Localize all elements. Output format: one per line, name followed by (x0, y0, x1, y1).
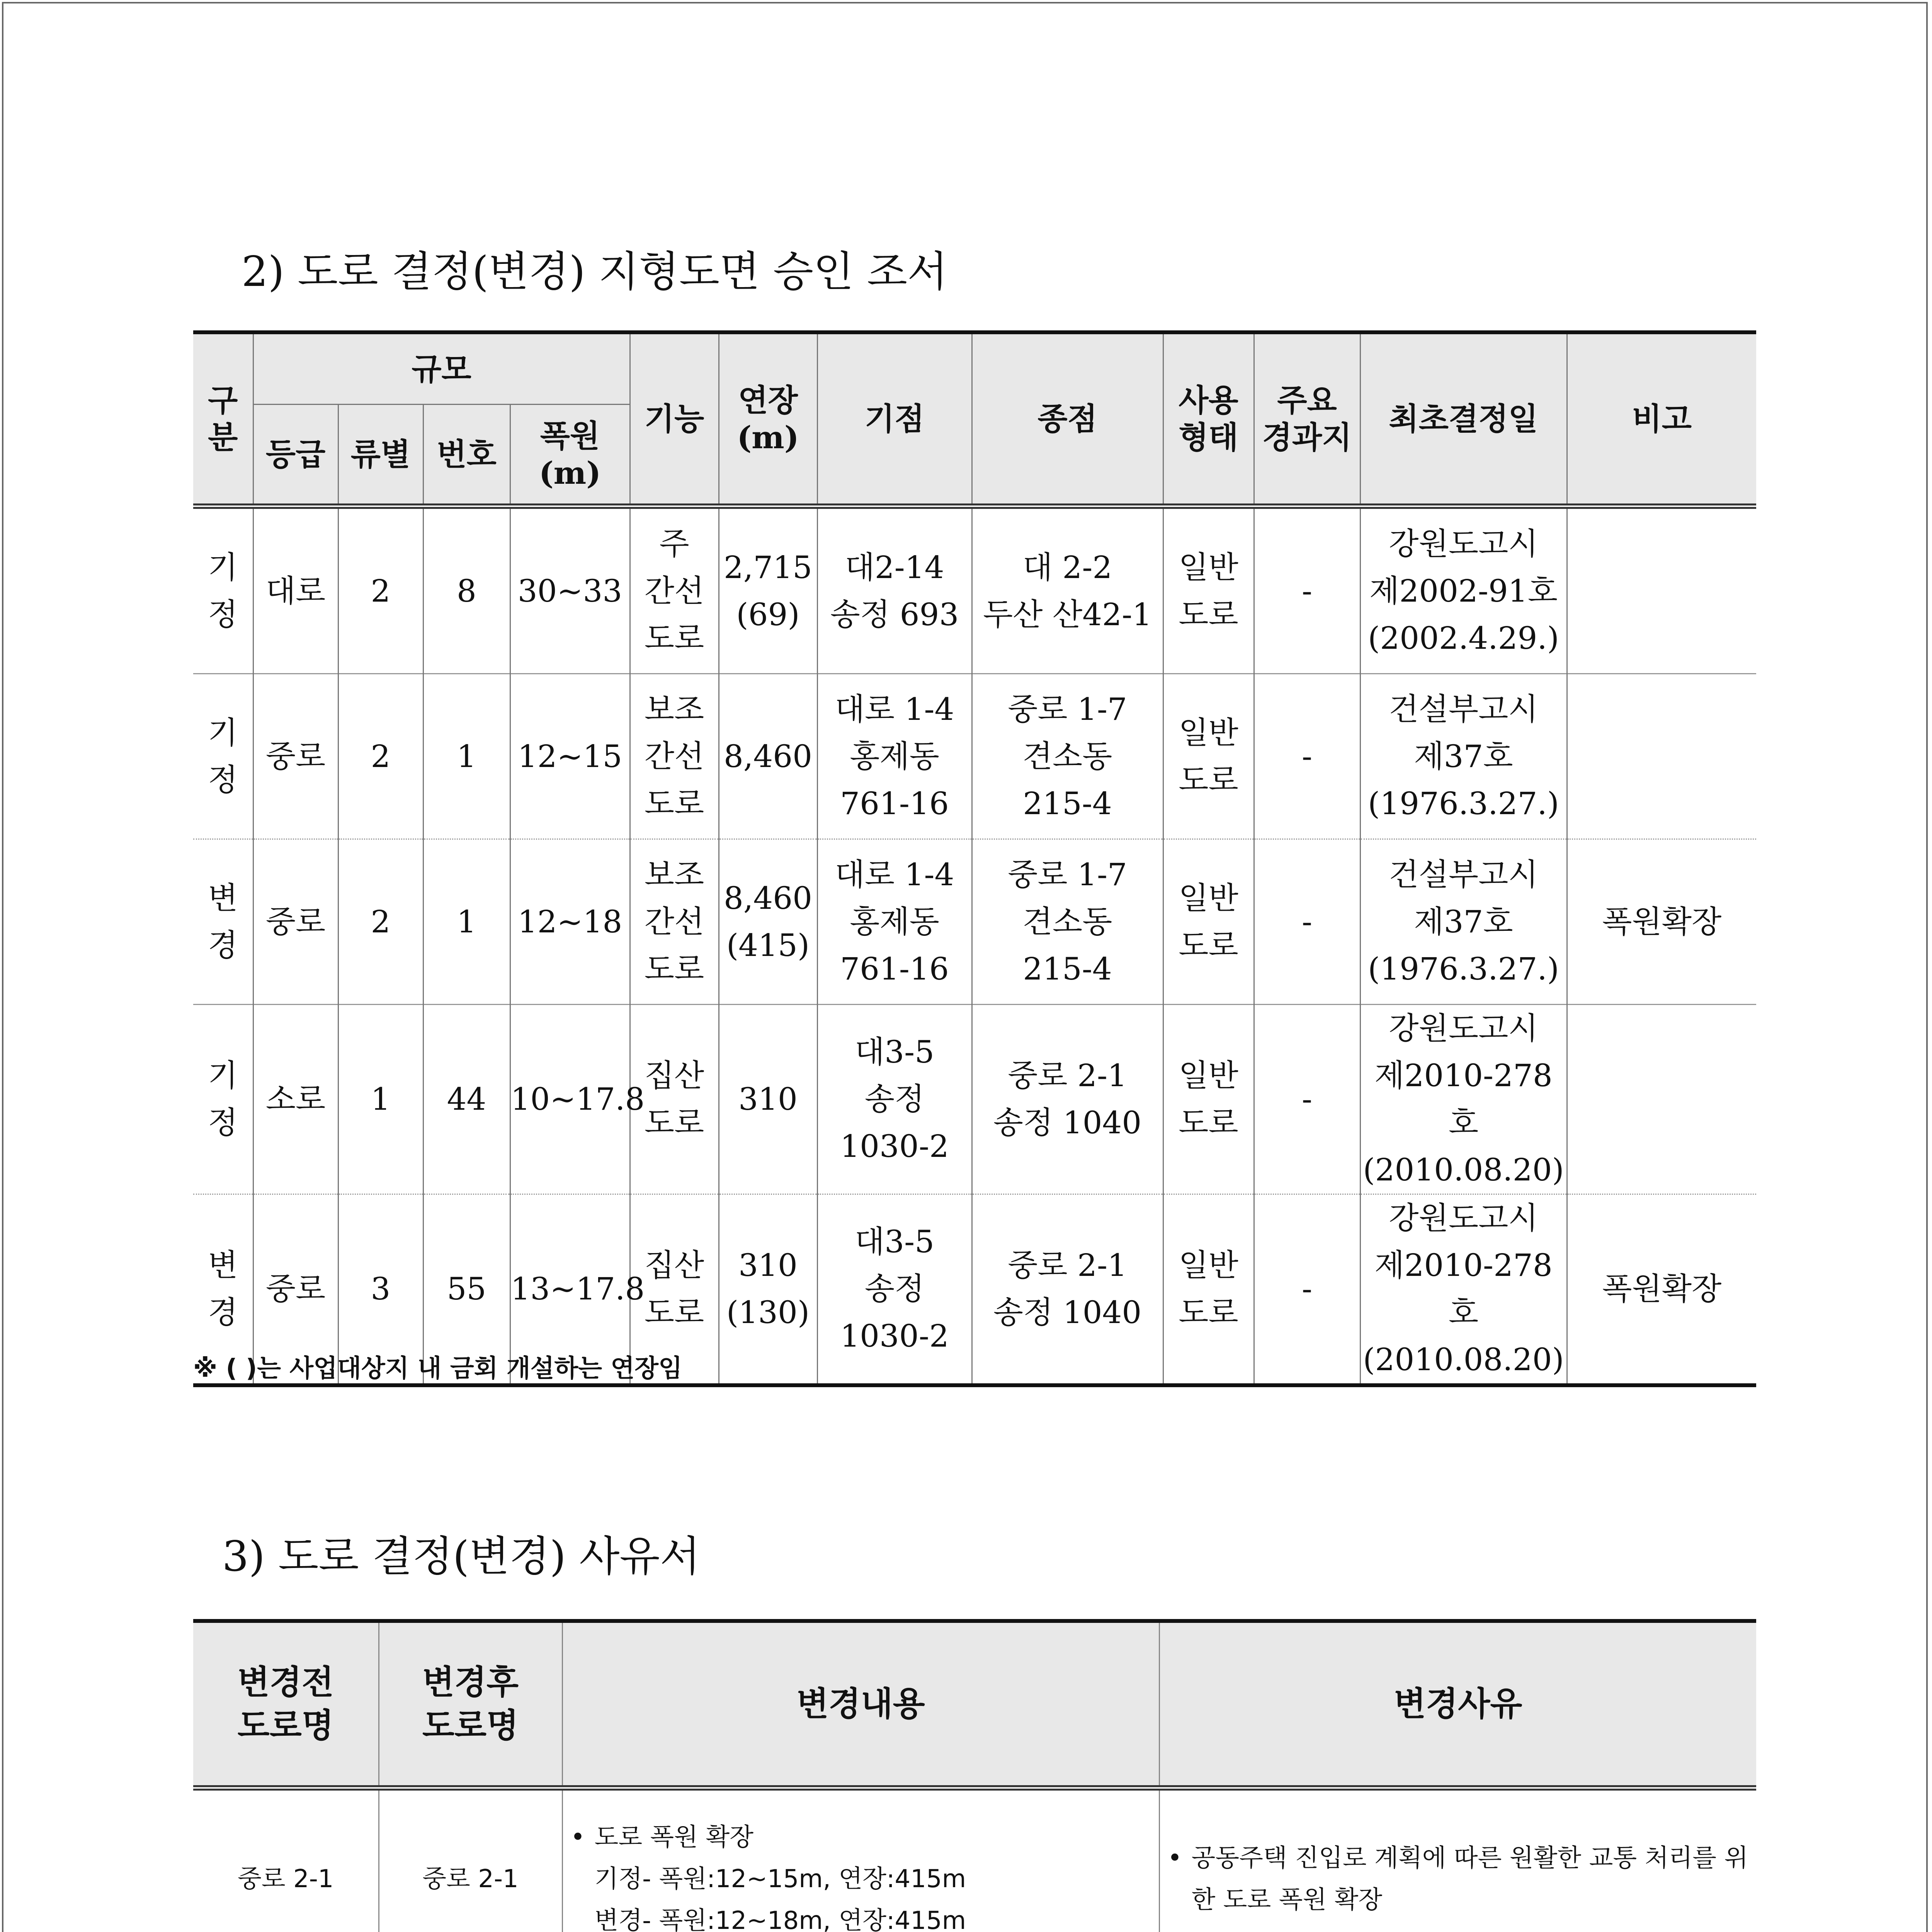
cell-function: 주 간선 도로 (630, 506, 719, 674)
road-approval-table (193, 330, 1756, 1387)
cell-number: 8 (423, 506, 510, 674)
cell-via: - (1254, 506, 1360, 674)
header-change-content: 변경내용 (562, 1621, 1159, 1788)
cell-function: 집산 도로 (630, 1194, 719, 1386)
cell-number: 44 (423, 1005, 510, 1194)
cell-length: 8,460 (719, 674, 817, 839)
cell-width: 13~17.8 (510, 1194, 630, 1386)
header-gubun: 구 분 (193, 332, 253, 506)
header-usage: 사용 형태 (1163, 332, 1254, 506)
cell-type: 1 (338, 1005, 423, 1194)
cell-function: 보조 간선 도로 (630, 839, 719, 1005)
cell-end: 중로 2-1 송정 1040 (972, 1005, 1163, 1194)
section3-title: 3) 도로 결정(변경) 사유서 (222, 1532, 701, 1581)
bullet-icon: • (1167, 1844, 1182, 1872)
cell-start: 대로 1-4 홍제동 761-16 (817, 674, 972, 839)
cell-via: - (1254, 674, 1360, 839)
cell-end: 중로 2-1 송정 1040 (972, 1194, 1163, 1386)
cell-gubun: 기 정 (193, 506, 253, 674)
header-end: 종점 (972, 332, 1163, 506)
header-first-decision: 최초결정일 (1360, 332, 1567, 506)
cell-width: 30~33 (510, 506, 630, 674)
content-title: 도로 폭원 확장 (594, 1823, 754, 1852)
content-line-after: 변경- 폭원:12~18m, 연장:415m (594, 1906, 966, 1932)
cell-gubun: 기 정 (193, 1005, 253, 1194)
header-after-name: 변경후 도로명 (379, 1621, 562, 1788)
table-row (193, 839, 1756, 1005)
header-length: 연장 (m) (719, 332, 817, 506)
cell-start: 대3-5 송정 1030-2 (817, 1194, 972, 1386)
cell-gubun: 기 정 (193, 674, 253, 839)
cell-first-decision: 강원도고시 제2010-278호 (2010.08.20) (1360, 1194, 1567, 1386)
cell-start: 대2-14 송정 693 (817, 506, 972, 674)
cell-first-decision: 건설부고시 제37호 (1976.3.27.) (1360, 674, 1567, 839)
cell-first-decision: 건설부고시 제37호 (1976.3.27.) (1360, 839, 1567, 1005)
section2-title: 2) 도로 결정(변경) 지형도면 승인 조서 (242, 248, 948, 296)
cell-remarks (1567, 1005, 1756, 1194)
header-start: 기점 (817, 332, 972, 506)
cell-via: - (1254, 1005, 1360, 1194)
cell-number: 1 (423, 839, 510, 1005)
cell-length: 310 (130) (719, 1194, 817, 1386)
header-via: 주요 경과지 (1254, 332, 1360, 506)
header-grade: 등급 (253, 405, 338, 507)
cell-end: 중로 1-7 견소동 215-4 (972, 674, 1163, 839)
table-row (193, 674, 1756, 839)
cell-grade: 중로 (253, 839, 338, 1005)
table-note: ※ ( )는 사업대상지 내 금회 개설하는 연장임 (193, 1354, 682, 1383)
cell-start: 대3-5 송정 1030-2 (817, 1005, 972, 1194)
header-before-name: 변경전 도로명 (193, 1621, 379, 1788)
header-change-reason: 변경사유 (1159, 1621, 1756, 1788)
cell-type: 3 (338, 1194, 423, 1386)
cell-length: 2,715 (69) (719, 506, 817, 674)
cell-number: 1 (423, 674, 510, 839)
cell-after-name: 중로 2-1 (379, 1788, 562, 1932)
cell-first-decision: 강원도고시 제2002-91호 (2002.4.29.) (1360, 506, 1567, 674)
cell-remarks (1567, 674, 1756, 839)
cell-first-decision: 강원도고시 제2010-278호 (2010.08.20) (1360, 1005, 1567, 1194)
cell-usage: 일반 도로 (1163, 1005, 1254, 1194)
header-remarks: 비고 (1567, 332, 1756, 506)
cell-number: 55 (423, 1194, 510, 1386)
cell-via: - (1254, 839, 1360, 1005)
reason-text: 공동주택 진입로 계획에 따른 원활한 교통 처리를 위한 도로 폭원 확장 (1191, 1844, 1748, 1914)
header-width: 폭원 (m) (510, 405, 630, 507)
change-reason-table (193, 1619, 1756, 1932)
bullet-icon: • (570, 1823, 585, 1852)
cell-function: 보조 간선 도로 (630, 674, 719, 839)
cell-usage: 일반 도로 (1163, 1194, 1254, 1386)
cell-grade: 중로 (253, 674, 338, 839)
content-bullet-item (571, 1816, 1151, 1858)
cell-remarks (1567, 506, 1756, 674)
cell-before-name: 중로 2-1 (193, 1788, 379, 1932)
cell-via: - (1254, 1194, 1360, 1386)
header-function: 기능 (630, 332, 719, 506)
cell-width: 12~18 (510, 839, 630, 1005)
cell-width: 12~15 (510, 674, 630, 839)
cell-type: 2 (338, 674, 423, 839)
reason-bullet-item (1168, 1837, 1749, 1921)
cell-length: 310 (719, 1005, 817, 1194)
table-row (193, 1005, 1756, 1194)
content-line-before: 기정- 폭원:12~15m, 연장:415m (594, 1865, 966, 1893)
cell-grade: 소로 (253, 1005, 338, 1194)
header-number: 번호 (423, 405, 510, 507)
cell-remarks: 폭원확장 (1567, 1194, 1756, 1386)
cell-type: 2 (338, 506, 423, 674)
cell-usage: 일반 도로 (1163, 674, 1254, 839)
header-type: 류별 (338, 405, 423, 507)
cell-end: 대 2-2 두산 산42-1 (972, 506, 1163, 674)
cell-function: 집산 도로 (630, 1005, 719, 1194)
cell-width: 10~17.8 (510, 1005, 630, 1194)
cell-remarks: 폭원확장 (1567, 839, 1756, 1005)
cell-gubun: 변 경 (193, 839, 253, 1005)
cell-grade: 대로 (253, 506, 338, 674)
cell-type: 2 (338, 839, 423, 1005)
table-row (193, 1788, 1756, 1932)
cell-usage: 일반 도로 (1163, 839, 1254, 1005)
cell-end: 중로 1-7 견소동 215-4 (972, 839, 1163, 1005)
cell-change-content (562, 1788, 1159, 1932)
cell-length: 8,460 (415) (719, 839, 817, 1005)
header-scale: 규모 (253, 332, 630, 405)
cell-usage: 일반 도로 (1163, 506, 1254, 674)
cell-grade: 중로 (253, 1194, 338, 1386)
cell-change-reason (1159, 1788, 1756, 1932)
table-row (193, 506, 1756, 674)
cell-gubun: 변 경 (193, 1194, 253, 1386)
cell-start: 대로 1-4 홍제동 761-16 (817, 839, 972, 1005)
